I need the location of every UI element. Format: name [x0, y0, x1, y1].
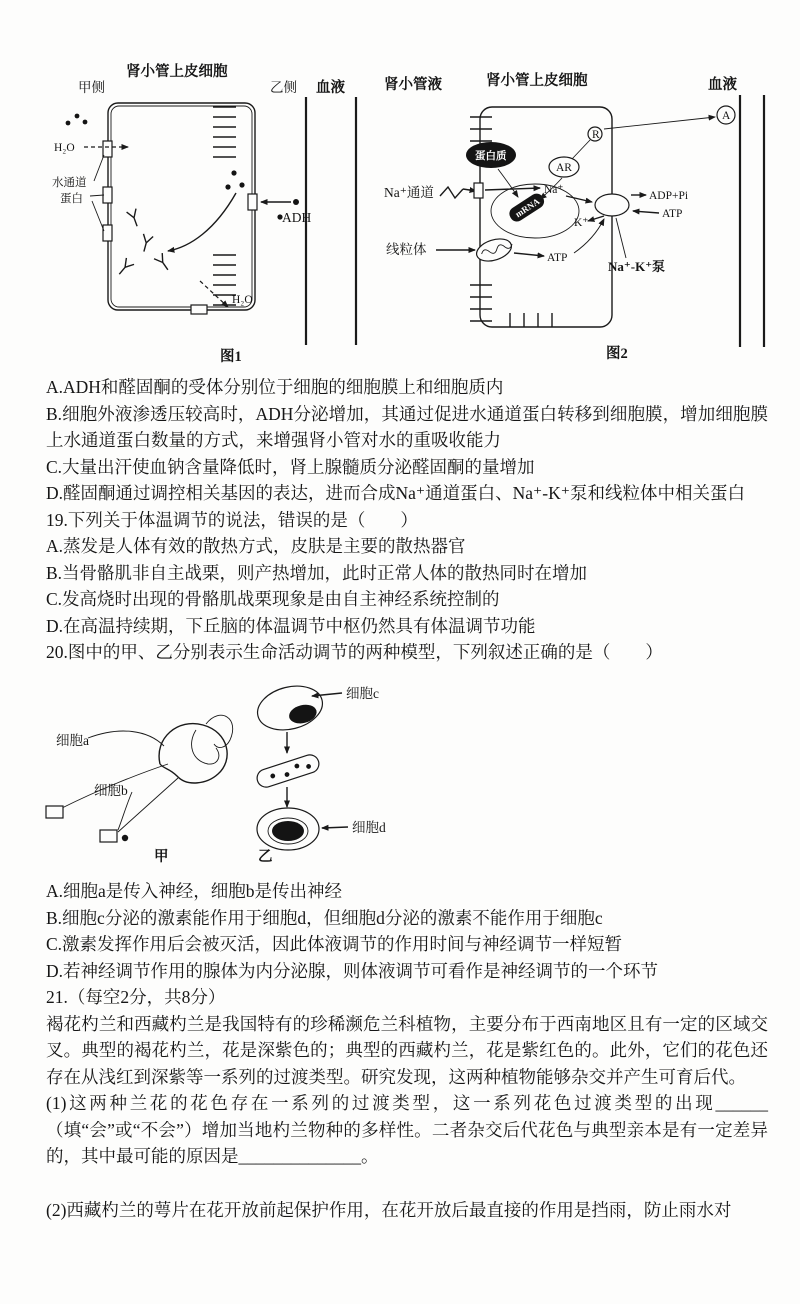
fig1-label-side-left: 甲侧 — [78, 80, 105, 95]
fig3-vessel-segment — [255, 753, 321, 790]
fig3-synapse-dot — [122, 835, 128, 841]
fig3-label-cell-a: 细胞a — [56, 733, 89, 748]
fig2-na-squiggle — [440, 187, 463, 198]
fig2-caption: 图2 — [606, 346, 628, 362]
fig2-k-arrow — [588, 216, 604, 221]
question-text-block-1 — [46, 374, 768, 666]
figure-3-regulation-models — [38, 668, 468, 874]
fig1-receptor-symbols — [115, 209, 172, 278]
figure-2-aldosterone-diagram — [378, 55, 778, 365]
fig3-label-jia: 甲 — [154, 849, 169, 865]
q20-option-c: C.激素发挥作用后会被灭活，因此体液调节的作用时间与神经调节一样短暂 — [46, 934, 623, 954]
fig2-blood-vessel-wall — [740, 95, 764, 347]
q21-sub2: (2)西藏杓兰的萼片在花开放前起保护作用，在花开放后最直接的作用是挡雨，防止雨水对 — [46, 1199, 732, 1220]
fig1-caption: 图1 — [220, 349, 242, 365]
fig2-label-k-ion: K⁺ — [574, 217, 589, 229]
fig3-cell-c-ellipse — [253, 680, 327, 737]
fig2-label-mitochondria: 线粒体 — [386, 242, 427, 257]
q21-intro: 褐花杓兰和西藏杓兰是我国特有的珍稀濒危兰科植物，主要分布于西南地区且有一定的区域交叉。典型的褐花杓兰，花是深紫色的；典型的西藏杓兰，花是紫红色的。此外，它们的花色还存在从浅红到深紫等一系列的过渡类型。研究发现，这两种植物能够杂交并产生可育后代。 — [46, 1013, 768, 1087]
fig1-label-h2o-top: H₂O — [54, 142, 75, 154]
fig1-label-water-channel-2: 蛋白 — [60, 193, 83, 205]
fig1-cell-outline — [108, 103, 255, 310]
fig1-label-adh: ADH — [282, 210, 312, 225]
fig2-label-protein: 蛋白质 — [475, 151, 507, 162]
fig3-effector-square-1 — [46, 806, 63, 818]
fig3-effector-square-2 — [100, 830, 117, 842]
fig2-label-na-channel: Na⁺通道 — [384, 185, 434, 200]
q21-heading: 21.（每空2分，共8分） — [46, 987, 226, 1007]
fig2-mrna-blob — [507, 191, 547, 224]
fig1-blood-vessel-wall — [306, 97, 356, 345]
fig1-label-title: 肾小管上皮细胞 — [126, 64, 228, 80]
fig2-label-receptor-a: A — [722, 110, 731, 122]
fig2-label-receptor-r: R — [592, 129, 600, 141]
fig2-label-atp-pump: ATP — [662, 208, 683, 220]
q18-option-d: D.醛固酮通过调控相关基因的表达，进而合成Na⁺通道蛋白、Na⁺-K⁺泵和线粒体中相关蛋白 — [46, 483, 745, 503]
fig2-label-adp-pi: ADP+Pi — [649, 190, 689, 202]
q20-option-a: A.细胞a是传入神经，细胞b是传出神经 — [46, 881, 343, 901]
fig1-vesicle-dots — [66, 114, 299, 220]
q21-sub1: (1)这两种兰花的花色存在一系列的过渡类型，这一系列花色过渡类型的出现______（填“会”或“不会”）增加当地杓兰物种的多样性。二者杂交后代花色与典型亲本是有一定差异的，其中最可能的原因是______________。 — [46, 1093, 768, 1166]
fig1-junction-top — [213, 107, 236, 157]
q19-option-a: A.蒸发是人体有效的散热方式，皮肤是主要的散热器官 — [46, 536, 466, 556]
q19-option-d: D.在高温持续期，下丘脑的体温调节中枢仍然具有体温调节功能 — [46, 615, 536, 636]
q18-option-a: A.ADH和醛固酮的受体分别位于细胞的细胞膜上和细胞质内 — [46, 377, 504, 397]
fig2-label-title: 肾小管上皮细胞 — [486, 73, 588, 89]
fig1-water-channel-pointers — [90, 155, 104, 231]
fig3-label-yi: 乙 — [258, 849, 273, 865]
fig3-label-cell-b: 细胞b — [94, 783, 128, 798]
fig2-label-mrna: mRNA — [513, 196, 542, 220]
fig1-label-blood: 血液 — [316, 80, 345, 96]
fig1-label-h2o-bottom: H₂O — [232, 294, 253, 306]
fig3-process-a — [88, 731, 164, 746]
fig2-label-na-ion: Na⁺ — [544, 184, 564, 196]
fig3-label-cell-c: 细胞c — [346, 686, 379, 701]
q19-stem: 19.下列关于体温调节的说法，错误的是（ ） — [46, 509, 418, 530]
fig3-model-jia — [46, 715, 233, 865]
fig2-label-fluid: 肾小管液 — [384, 77, 442, 93]
fig2-a-to-r-line — [604, 117, 715, 129]
q20-option-b: B.细胞c分泌的激素能作用于细胞d，但细胞d分泌的激素不能作用于细胞c — [46, 907, 603, 928]
fig2-na-channel-rect — [474, 183, 483, 198]
fig1-label-water-channel-1: 水通道 — [52, 177, 87, 189]
figure-1-adh-diagram — [50, 55, 362, 367]
fig1-signal-arrow — [168, 193, 236, 251]
fig2-label-blood: 血液 — [708, 77, 737, 93]
q19-option-c: C.发高烧时出现的骨骼肌战栗现象是由自主神经系统控制的 — [46, 589, 500, 609]
q20-option-d: D.若神经调节作用的腺体为内分泌腺，则体液调节可看作是神经调节的一个环节 — [46, 960, 659, 981]
fig2-label-atp-mito: ATP — [547, 252, 568, 264]
fig3-label-cell-d: 细胞d — [352, 820, 386, 835]
q19-option-b: B.当骨骼肌非自主战栗，则产热增加，此时正常人体的散热同时在增加 — [46, 562, 588, 583]
fig2-atp-arrow — [633, 211, 659, 213]
q20-stem: 20.图中的甲、乙分别表示生命活动调节的两种模型，下列叙述正确的是（ ） — [46, 642, 663, 662]
fig2-label-ar: AR — [556, 162, 572, 174]
q18-option-c: C.大量出汗使血钠含量降低时，肾上腺髓质分泌醛固酮的量增加 — [46, 456, 535, 477]
question-text-block-2 — [46, 878, 768, 1223]
fig3-cell-d-pointer — [322, 827, 348, 828]
fig3-model-yi — [253, 680, 386, 865]
q18-option-b: B.细胞外液渗透压较高时，ADH分泌增加，其通过促进水通道蛋白转移到细胞膜，增加细胞膜上水通道蛋白数量的方式，来增强肾小管对水的重吸收能力 — [46, 403, 768, 450]
fig1-label-side-right: 乙侧 — [270, 80, 297, 95]
fig2-basal-infoldings — [510, 313, 552, 327]
fig2-pump-ellipse — [595, 194, 629, 216]
fig1-water-channels — [103, 141, 257, 314]
fig2-label-pump: Na⁺-K⁺泵 — [608, 259, 666, 274]
